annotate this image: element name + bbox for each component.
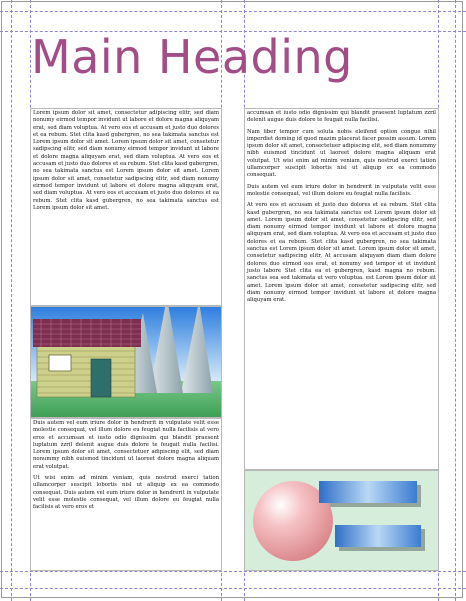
house-roof: [33, 319, 141, 347]
layout-guide: [0, 588, 466, 589]
text-frame-left-top[interactable]: [30, 108, 222, 306]
paragraph: Duis autem vel eum iriure dolor in hendrerit in vulputate velit esse molestie consequat, vel illum dolore eu feugiat nulla facilisis at vero eros et accumsan et iusto odio dignissim qui blandit praesent luptatum zzril delenit augue duis dolore te feugait nulla facilisi. Lorem ipsum dolor sit amet, consectetuer adipiscing elit, sed diam nonummy nibh euismod tincidunt ut laoreet dolore magna aliquam erat volutpat.: [33, 420, 219, 470]
layout-guide: [0, 571, 466, 572]
image-frame-house[interactable]: [30, 306, 222, 418]
main-heading[interactable]: Main Heading: [31, 30, 353, 84]
paragraph: Duis autem vel eum iriure dolor in hendrerit in vulputate velit esse molestie consequat, vel illum dolore eu feugiat nulla facilisis.: [247, 183, 436, 197]
layout-guide: [0, 11, 466, 12]
house-illustration: [31, 307, 221, 417]
layout-guide: [455, 0, 456, 601]
paragraph: Lorem ipsum dolor sit amet, consectetur adipiscing elitr, sed diam nonumy eirmod tempor invidunt ut labore et dolore magna aliquyam erat, sed diam voluptua. At vero eos et accusam et justo duo dolores et ea rebum. Stet clita kasd gubergren, no sea takimata sanctus est Lorem ipsum dolor sit amet. Lorem ipsum dolor sit amet, consetetur sadipscing elitr, sed diam nonumy eirmod tempor invidunt ut labore et dolore magna aliquyam erat, sed diam voluptua. At vero eos et accusam et justo duo dolores et ea rebum. Stet clita kasd gubergren, no sea takimata sanctus est Lorem ipsum dolor sit amet. Lorem ipsum dolor sit amet, consetetur sadipscing elitr, sed diam nonumy eirmod tempor invidunt ut labore et dolore magna aliquyam erat, sed diam voluptua. At vero eos et accusam et justo duo dolores et ea rebum. Stet clita kasd gubergren, no sea takimata sanctus est Lorem ipsum dolor sit amet.: [33, 110, 219, 211]
layout-guide: [11, 0, 12, 601]
bar-shape: [319, 481, 417, 503]
text-body: [245, 109, 438, 304]
bar-shape: [335, 525, 421, 547]
window: [49, 355, 71, 371]
text-frame-left-bottom[interactable]: [30, 418, 222, 571]
paragraph: Nam liber tempor cum soluta nobis eleifend option congue nihil imperdiet doming id quod mazim placerat facer possim assum. Lorem ipsum dolor sit amet, consectetuer adipiscing elit, sed diam nonummy nibh euismod tincidunt ut laoreet dolore magna aliquam erat volutpat. Ut wisi enim ad minim veniam, quis nostrud exerci tation ullamcorper suscipit lobortis nisl ut aliquip ex ea commodo consequat.: [247, 128, 436, 179]
text-frame-right-top[interactable]: [244, 108, 439, 470]
house-walls: [37, 345, 135, 397]
paragraph: accumsan et iusto odio dignissim qui blandit praesent luptatum zzril delenit augue duis dolore te feugait nulla facilisi.: [247, 110, 436, 124]
paragraph: Ut wisi enim ad minim veniam, quis nostrud exerci tation ullamcorper suscipit lobortis nisl ut aliquip ex ea commodo consequat. Duis autem vel eum iriure dolor in hendrerit in vulputate velit esse molestie consequat, vel illum dolore eu feugiat nulla facilisis at vero eros et: [33, 475, 219, 511]
image-frame-shapes[interactable]: [244, 470, 439, 571]
text-body: [31, 109, 221, 212]
door: [91, 359, 111, 397]
shapes-illustration: [245, 471, 438, 570]
text-body: [31, 419, 221, 512]
paragraph: At vero eos et accusam et justo duo dolores et ea rebum. Stet clita kasd gubergren, no sea takimata sanctus est Lorem ipsum dolor sit amet. Lorem ipsum dolor sit amet, consetetur sadipscing elitr, sed diam nonumy eirmod tempor invidunt ut labore et dolore magna aliquyam erat, sed diam voluptua. At vero eos et accusam et justo duo dolores et ea rebum. Stet clita kasd gubergren, no sea takimata sanctus est Lorem ipsum dolor sit amet. Lorem ipsum dolor sit amet, consetetur sadipscing elitr, At accusam aliquyam diam diam dolore dolores duo eirmod eos erat, et nonumy sed tempor et et invidunt justo labore Stet clita ea et gubergren, kasd magna no rebum. sanctus sea sed takimata ut vero voluptua. est Lorem ipsum dolor sit amet. Lorem ipsum dolor sit amet, consetetur sadipscing elitr, sed diam nonumy eirmod tempor invidunt ut labore et dolore magna aliquyam erat.: [247, 202, 436, 304]
